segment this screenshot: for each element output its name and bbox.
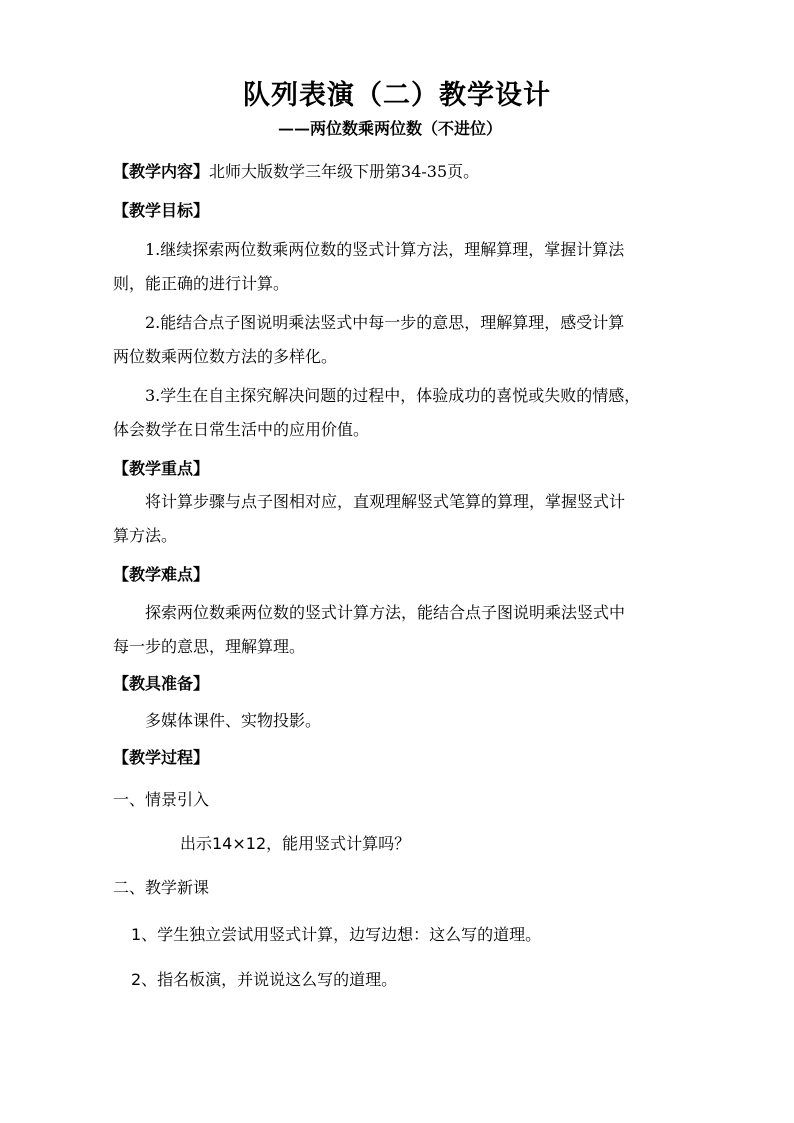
content-text: 北师大版数学三年级下册第34-35页。 — [209, 162, 480, 181]
key-line2: 算方法。 — [113, 526, 178, 545]
step2-text: 2、指名板演，并说说这么写的道理。 — [131, 970, 398, 989]
goal1-line1: 1.继续探索两位数乘两位数的竖式计算方法，理解算理，掌握计算法 — [145, 240, 625, 259]
key-heading: 【教学重点】 — [113, 459, 210, 478]
difficulty-line2: 每一步的意思，理解算理。 — [113, 637, 306, 656]
document-subtitle: ——两位数乘两位数（不进位） — [278, 119, 503, 138]
section1-heading: 一、情景引入 — [113, 790, 210, 809]
goals-heading: 【教学目标】 — [113, 201, 210, 220]
goal2-line2: 两位数乘两位数方法的多样化。 — [113, 347, 338, 366]
key-line1: 将计算步骤与点子图相对应，直观理解竖式笔算的算理，掌握竖式计 — [145, 492, 626, 511]
content-heading: 【教学内容】 — [113, 162, 210, 181]
tools-text: 多媒体课件、实物投影。 — [145, 711, 322, 730]
content-line — [113, 160, 723, 184]
process-heading: 【教学过程】 — [113, 748, 210, 767]
goal3-line1: 3.学生在自主探究解决问题的过程中，体验成功的喜悦或失败的情感， — [145, 386, 641, 405]
tools-heading: 【教具准备】 — [113, 674, 210, 693]
section1-text: 出示14×12，能用竖式计算吗？ — [180, 834, 411, 853]
document-title: 队列表演（二）教学设计 — [243, 80, 551, 111]
goal2-line1: 2.能结合点子图说明乘法竖式中每一步的意思，理解算理，感受计算 — [145, 313, 625, 332]
difficulty-heading: 【教学难点】 — [113, 565, 210, 584]
difficulty-line1: 探索两位数乘两位数的竖式计算方法，能结合点子图说明乘法竖式中 — [145, 603, 626, 622]
step1-text: 1、学生独立尝试用竖式计算，边写边想：这么写的道理。 — [131, 925, 542, 944]
section2-heading: 二、教学新课 — [113, 878, 210, 897]
goal1-line2: 则，能正确的进行计算。 — [113, 274, 290, 293]
goal3-line2: 体会数学在日常生活中的应用价值。 — [113, 420, 370, 439]
